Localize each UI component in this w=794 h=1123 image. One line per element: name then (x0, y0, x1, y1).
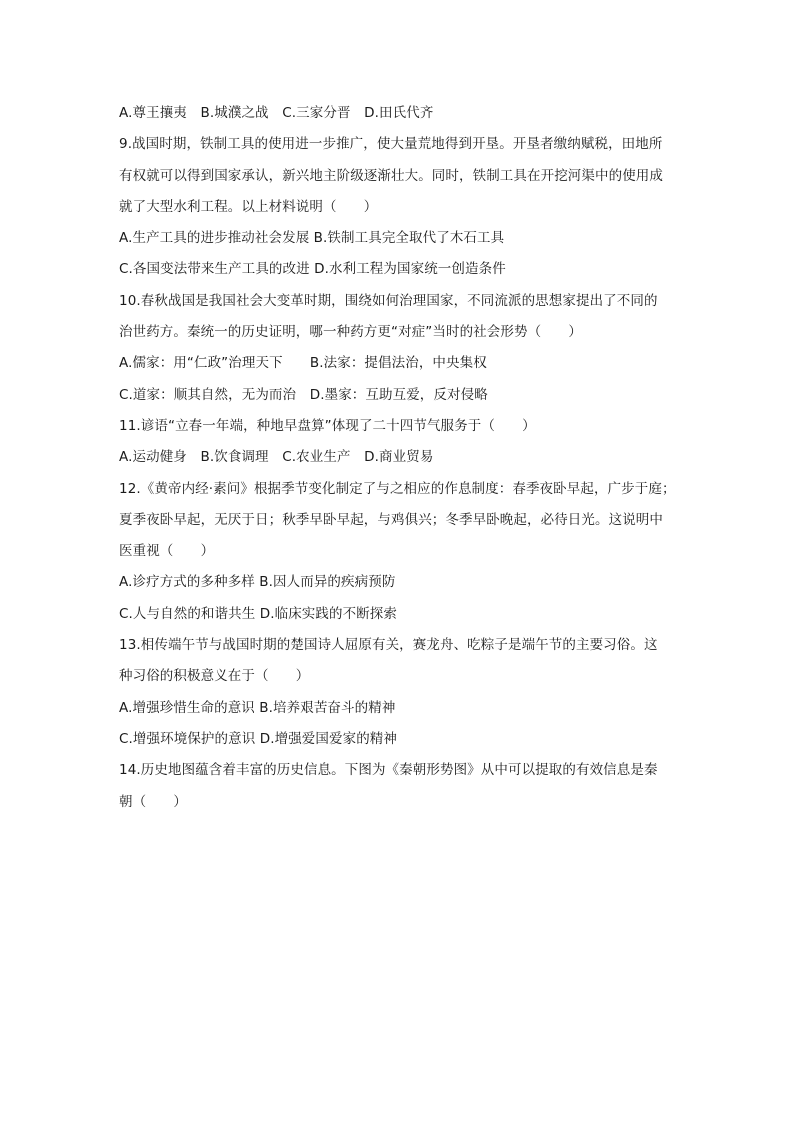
question-9-line-3: 就了大型水利工程。以上材料说明（ ） (119, 198, 378, 215)
question-11: 11.谚语“立春一年端，种地早盘算”体现了二十四节气服务于（ ） (119, 417, 536, 434)
answer-options-q8: A.尊王攘夷 B.城濮之战 C.三家分晋 D.田氏代齐 (119, 105, 434, 121)
question-13-line-2: 种习俗的积极意义在于（ ） (119, 668, 310, 685)
question-9-line-1: 9.战国时期，铁制工具的使用进一步推广，使大量荒地得到开垦。开垦者缴纳赋税，田地所 (119, 136, 663, 153)
question-text-block (119, 98, 679, 818)
question-14-line-2: 朝（ ） (119, 793, 187, 810)
answer-options-q9-ab: A.生产工具的进步推动社会发展 B.铁制工具完全取代了木石工具 (119, 230, 505, 247)
answer-options-q12-ab: A.诊疗方式的多种多样 B.因人而异的疾病预防 (119, 574, 396, 591)
question-14-line-1: 14.历史地图蕴含着丰富的历史信息。下图为《秦朝形势图》从中可以提取的有效信息是秦 (119, 762, 658, 779)
question-10-line-2: 治世药方。秦统一的历史证明，哪一种药方更“对症”当时的社会形势（ ） (119, 324, 582, 341)
question-13-line-1: 13.相传端午节与战国时期的楚国诗人屈原有关，赛龙舟、吃粽子是端午节的主要习俗。这 (119, 637, 658, 654)
question-10-line-1: 10.春秋战国是我国社会大变革时期，围绕如何治理国家，不同流派的思想家提出了不同的 (119, 292, 658, 309)
answer-options-q9-cd: C.各国变法带来生产工具的改进 D.水利工程为国家统一创造条件 (119, 261, 506, 278)
question-12-line-1: 12.《黄帝内经·素问》根据季节变化制定了与之相应的作息制度：春季夜卧早起，广步于庭； (119, 480, 676, 497)
question-12-line-2: 夏季夜卧早起，无厌于日；秋季早卧早起，与鸡俱兴；冬季早卧晚起，必待日光。这说明中 (119, 511, 663, 528)
answer-options-q10-cd: C.道家：顺其自然，无为而治 D.墨家：互助互爱，反对侵略 (119, 386, 488, 403)
answer-options-q10-ab: A.儒家：用“仁政”治理天下 B.法家：提倡法治，中央集权 (119, 355, 487, 372)
answer-options-q12-cd: C.人与自然的和谐共生 D.临床实践的不断探索 (119, 605, 397, 622)
answer-options-q13-ab: A.增强珍惜生命的意识 B.培养艰苦奋斗的精神 (119, 699, 396, 716)
answer-options-q11: A.运动健身 B.饮食调理 C.农业生产 D.商业贸易 (119, 449, 434, 466)
question-9-line-2: 有权就可以得到国家承认，新兴地主阶级逐渐壮大。同时，铁制工具在开挖河渠中的使用成 (119, 167, 663, 184)
answer-options-q13-cd: C.增强环境保护的意识 D.增强爱国爱家的精神 (119, 730, 397, 747)
question-12-line-3: 医重视（ ） (119, 543, 215, 560)
